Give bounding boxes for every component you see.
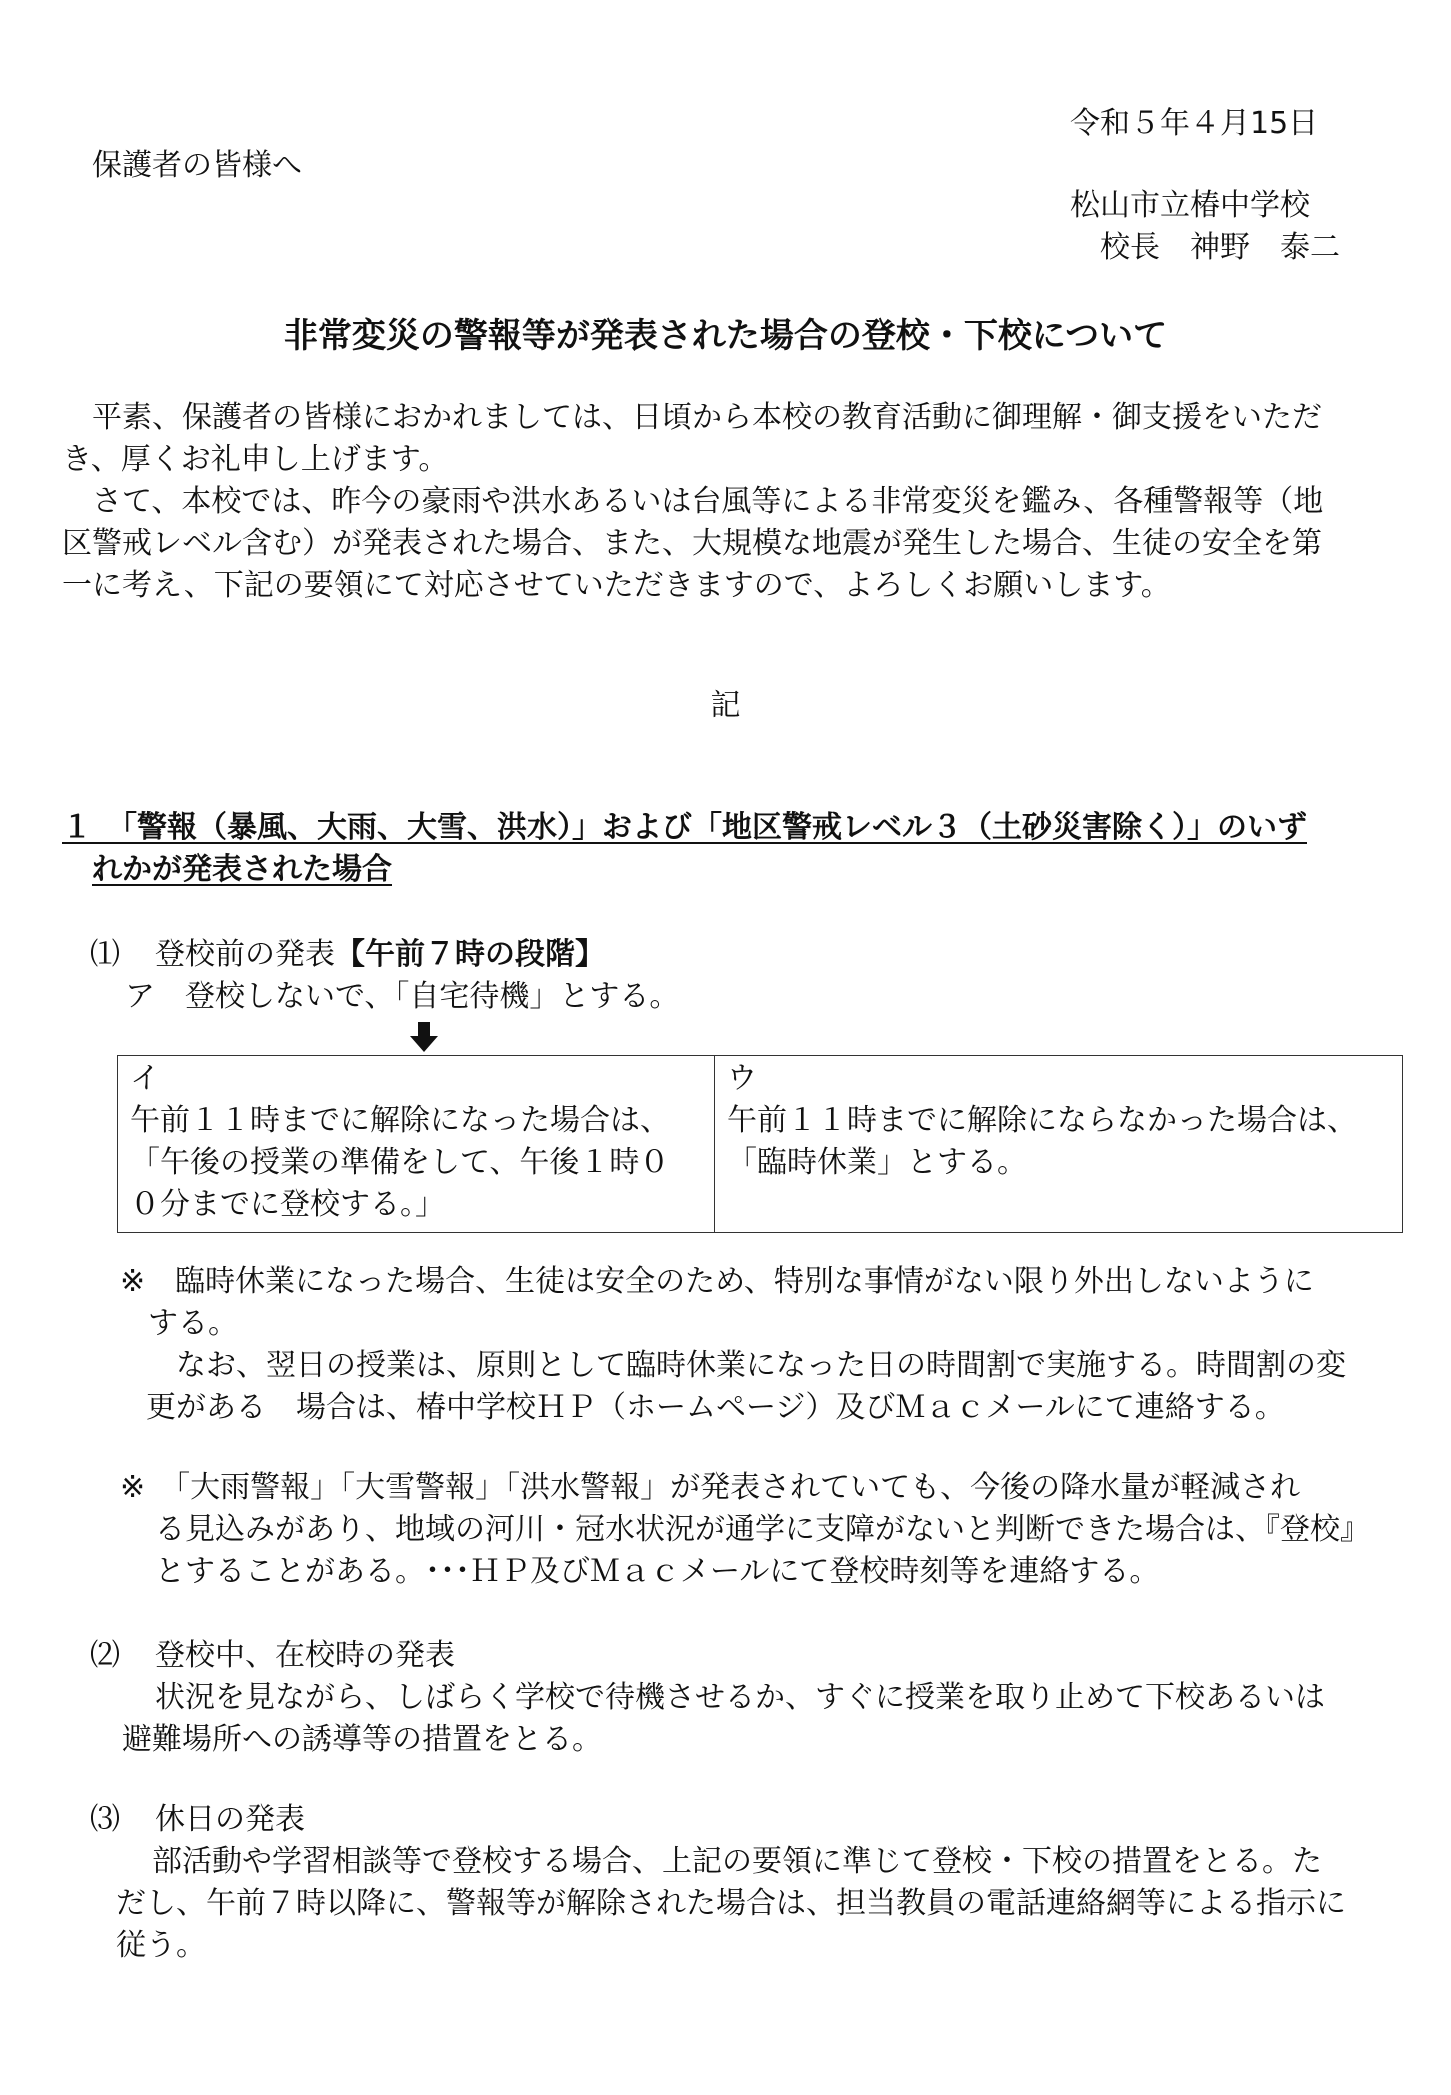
ki-mark: 記	[710, 688, 741, 723]
date: 令和５年４月15日	[1070, 106, 1319, 141]
sub1-label-time: 【午前７時の段階】	[335, 937, 605, 972]
outcome-u-line1: 午前１１時までに解除にならなかった場合は、	[727, 1103, 1357, 1138]
intro-p2-line2: 区警戒レベル含む）が発表された場合、また、大規模な地震が発生した場合、生徒の安全を第	[62, 526, 1322, 561]
intro-p2-line1: さて、本校では、昨今の豪雨や洪水あるいは台風等による非常変災を鑑み、各種警報等（地	[92, 484, 1324, 519]
sub1-label: 登校前の発表	[155, 937, 335, 972]
note1-line1: ※ 臨時休業になった場合、生徒は安全のため、特別な事情がない限り外出しないように	[120, 1264, 1314, 1299]
intro-p1-line2: き、厚くお礼申し上げます。	[62, 442, 449, 477]
sub3-line1: 部活動や学習相談等で登校する場合、上記の要領に準じて登校・下校の措置をとる。た	[152, 1844, 1322, 1879]
school-name: 松山市立椿中学校	[1070, 188, 1310, 223]
outcome-i-line3: ０分までに登校する。」	[130, 1187, 445, 1222]
outcome-u-mark: ウ	[727, 1061, 757, 1096]
page-title: 非常変災の警報等が発表された場合の登校・下校について	[283, 316, 1168, 356]
sub1-number: ⑴	[90, 937, 120, 972]
principal-name: 校長 神野 泰二	[1100, 230, 1340, 265]
arrow-down-icon	[410, 1022, 438, 1052]
note1-line3: なお、翌日の授業は、原則として臨時休業になった日の時間割で実施する。時間割の変	[176, 1348, 1346, 1383]
intro-p1-line1: 平素、保護者の皆様におかれましては、日頃から本校の教育活動に御理解・御支援をいただ	[92, 400, 1322, 435]
recipient: 保護者の皆様へ	[92, 148, 302, 183]
sub1-item-a: ア 登校しないで、「自宅待機」とする。	[125, 979, 680, 1014]
sub2-line2: 避難場所への誘導等の措置をとる。	[122, 1722, 602, 1757]
sub2-heading: 登校中、在校時の発表	[155, 1638, 455, 1673]
section1-heading-line1: １ 「警報（暴風、大雨、大雪、洪水）」および「地区警戒レベル３（土砂災害除く）」のいず	[62, 810, 1307, 845]
sub3-line2: だし、午前７時以降に、警報等が解除された場合は、担当教員の電話連絡網等による指示に	[116, 1886, 1346, 1921]
outcome-u-line2: 「臨時休業」とする。	[727, 1145, 1027, 1180]
sub3-line3: 従う。	[116, 1928, 206, 1963]
sub3-heading: 休日の発表	[155, 1802, 305, 1837]
outcome-i-mark: イ	[130, 1061, 160, 1096]
note1-line2: する。	[148, 1306, 238, 1341]
sub1-heading	[155, 935, 605, 975]
sub3-number: ⑶	[90, 1802, 120, 1837]
outcome-i-line2: 「午後の授業の準備をして、午後１時０	[130, 1145, 670, 1180]
note2-line3: とすることがある。･･･ＨＰ及びＭａｃメールにて登校時刻等を連絡する。	[155, 1554, 1160, 1589]
section1-heading-line2: れかが発表された場合	[92, 852, 392, 887]
outcome-cell-i	[118, 1056, 715, 1233]
outcome-cell-u	[715, 1056, 1403, 1233]
outcome-table	[117, 1055, 1403, 1233]
sub2-number: ⑵	[90, 1638, 120, 1673]
intro-p2-line3: 一に考え、下記の要領にて対応させていただきますので、よろしくお願いします。	[62, 568, 1171, 603]
outcome-i-line1: 午前１１時までに解除になった場合は、	[130, 1103, 670, 1138]
note2-line2: る見込みがあり、地域の河川・冠水状況が通学に支障がないと判断できた場合は、『登校』	[155, 1512, 1370, 1547]
sub2-line1: 状況を見ながら、しばらく学校で待機させるか、すぐに授業を取り止めて下校あるいは	[155, 1680, 1325, 1715]
note2-line1: ※ 「大雨警報」「大雪警報」「洪水警報」が発表されていても、今後の降水量が軽減され	[120, 1470, 1301, 1505]
note1-line4: 更がある 場合は、椿中学校ＨＰ（ホームページ）及びＭａｃメールにて連絡する。	[146, 1390, 1285, 1425]
